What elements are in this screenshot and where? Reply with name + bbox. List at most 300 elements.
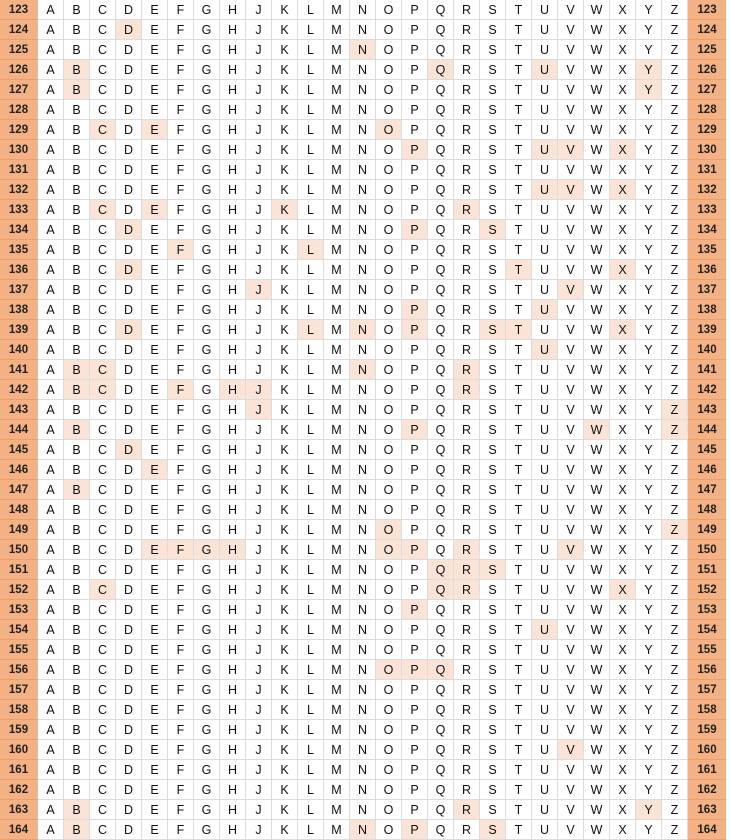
grid-cell[interactable]: W: [584, 580, 610, 600]
grid-cell[interactable]: X: [610, 500, 636, 520]
grid-cell[interactable]: W: [584, 820, 610, 840]
grid-cell[interactable]: R: [454, 60, 480, 80]
grid-cell[interactable]: L: [298, 280, 324, 300]
grid-cell[interactable]: J: [246, 480, 272, 500]
grid-cell[interactable]: F: [168, 100, 194, 120]
grid-cell[interactable]: K: [272, 240, 298, 260]
grid-cell[interactable]: R: [454, 140, 480, 160]
grid-cell[interactable]: H: [220, 700, 246, 720]
grid-cell[interactable]: G: [194, 760, 220, 780]
highlighted-cell[interactable]: N: [350, 360, 376, 380]
grid-cell[interactable]: Z: [662, 200, 688, 220]
grid-cell[interactable]: A: [38, 340, 64, 360]
grid-cell[interactable]: N: [350, 420, 376, 440]
grid-cell[interactable]: V: [558, 40, 584, 60]
grid-cell[interactable]: V: [558, 260, 584, 280]
grid-cell[interactable]: K: [272, 440, 298, 460]
grid-cell[interactable]: A: [38, 240, 64, 260]
grid-cell[interactable]: Y: [636, 420, 662, 440]
grid-cell[interactable]: U: [532, 260, 558, 280]
grid-cell[interactable]: F: [168, 720, 194, 740]
grid-cell[interactable]: L: [298, 820, 324, 840]
grid-cell[interactable]: W: [584, 480, 610, 500]
grid-cell[interactable]: T: [506, 220, 532, 240]
grid-cell[interactable]: O: [376, 400, 402, 420]
grid-cell[interactable]: Y: [636, 600, 662, 620]
grid-cell[interactable]: Z: [662, 0, 688, 20]
grid-cell[interactable]: R: [454, 500, 480, 520]
grid-cell[interactable]: C: [90, 460, 116, 480]
grid-cell[interactable]: B: [64, 560, 90, 580]
grid-cell[interactable]: F: [168, 80, 194, 100]
grid-cell[interactable]: S: [480, 20, 506, 40]
grid-cell[interactable]: P: [402, 280, 428, 300]
grid-cell[interactable]: T: [506, 100, 532, 120]
grid-cell[interactable]: R: [454, 100, 480, 120]
grid-cell[interactable]: L: [298, 100, 324, 120]
grid-cell[interactable]: N: [350, 600, 376, 620]
grid-cell[interactable]: E: [142, 680, 168, 700]
highlighted-cell[interactable]: U: [532, 60, 558, 80]
grid-cell[interactable]: O: [376, 140, 402, 160]
highlighted-cell[interactable]: J: [246, 280, 272, 300]
grid-cell[interactable]: H: [220, 140, 246, 160]
grid-cell[interactable]: F: [168, 460, 194, 480]
grid-cell[interactable]: H: [220, 40, 246, 60]
grid-cell[interactable]: H: [220, 420, 246, 440]
grid-cell[interactable]: K: [272, 20, 298, 40]
grid-cell[interactable]: X: [610, 280, 636, 300]
grid-cell[interactable]: X: [610, 200, 636, 220]
grid-cell[interactable]: X: [610, 120, 636, 140]
grid-cell[interactable]: X: [610, 100, 636, 120]
highlighted-cell[interactable]: U: [532, 340, 558, 360]
grid-cell[interactable]: P: [402, 180, 428, 200]
grid-cell[interactable]: T: [506, 820, 532, 840]
grid-cell[interactable]: Z: [662, 540, 688, 560]
grid-cell[interactable]: H: [220, 220, 246, 240]
highlighted-cell[interactable]: Y: [636, 60, 662, 80]
grid-cell[interactable]: S: [480, 100, 506, 120]
grid-cell[interactable]: V: [558, 520, 584, 540]
grid-cell[interactable]: J: [246, 340, 272, 360]
grid-cell[interactable]: W: [584, 180, 610, 200]
grid-cell[interactable]: X: [610, 700, 636, 720]
grid-cell[interactable]: D: [116, 680, 142, 700]
grid-cell[interactable]: F: [168, 160, 194, 180]
grid-cell[interactable]: U: [532, 460, 558, 480]
grid-cell[interactable]: R: [454, 760, 480, 780]
grid-cell[interactable]: Z: [662, 380, 688, 400]
grid-cell[interactable]: B: [64, 140, 90, 160]
grid-cell[interactable]: C: [90, 320, 116, 340]
grid-cell[interactable]: D: [116, 280, 142, 300]
grid-cell[interactable]: E: [142, 720, 168, 740]
grid-cell[interactable]: Z: [662, 220, 688, 240]
grid-cell[interactable]: S: [480, 420, 506, 440]
grid-cell[interactable]: X: [610, 460, 636, 480]
grid-cell[interactable]: G: [194, 820, 220, 840]
grid-cell[interactable]: Y: [636, 320, 662, 340]
grid-cell[interactable]: X: [610, 780, 636, 800]
grid-cell[interactable]: W: [584, 540, 610, 560]
grid-cell[interactable]: A: [38, 300, 64, 320]
grid-cell[interactable]: L: [298, 560, 324, 580]
grid-cell[interactable]: L: [298, 180, 324, 200]
grid-cell[interactable]: R: [454, 600, 480, 620]
grid-cell[interactable]: H: [220, 260, 246, 280]
grid-cell[interactable]: R: [454, 300, 480, 320]
grid-cell[interactable]: H: [220, 320, 246, 340]
grid-cell[interactable]: B: [64, 160, 90, 180]
grid-cell[interactable]: O: [376, 160, 402, 180]
grid-cell[interactable]: J: [246, 60, 272, 80]
grid-cell[interactable]: F: [168, 280, 194, 300]
grid-cell[interactable]: M: [324, 340, 350, 360]
grid-cell[interactable]: Z: [662, 280, 688, 300]
grid-cell[interactable]: Z: [662, 20, 688, 40]
grid-cell[interactable]: X: [610, 620, 636, 640]
grid-cell[interactable]: E: [142, 360, 168, 380]
highlighted-cell[interactable]: R: [454, 380, 480, 400]
grid-cell[interactable]: G: [194, 140, 220, 160]
grid-cell[interactable]: Y: [636, 640, 662, 660]
grid-cell[interactable]: W: [584, 100, 610, 120]
grid-cell[interactable]: F: [168, 800, 194, 820]
grid-cell[interactable]: M: [324, 80, 350, 100]
grid-cell[interactable]: F: [168, 40, 194, 60]
highlighted-cell[interactable]: P: [402, 600, 428, 620]
grid-cell[interactable]: A: [38, 500, 64, 520]
grid-cell[interactable]: L: [298, 760, 324, 780]
grid-cell[interactable]: E: [142, 760, 168, 780]
grid-cell[interactable]: Q: [428, 600, 454, 620]
grid-cell[interactable]: K: [272, 120, 298, 140]
grid-cell[interactable]: C: [90, 600, 116, 620]
grid-cell[interactable]: J: [246, 220, 272, 240]
grid-cell[interactable]: S: [480, 160, 506, 180]
grid-cell[interactable]: F: [168, 180, 194, 200]
grid-cell[interactable]: J: [246, 580, 272, 600]
grid-cell[interactable]: Y: [636, 780, 662, 800]
grid-cell[interactable]: C: [90, 240, 116, 260]
grid-cell[interactable]: E: [142, 220, 168, 240]
grid-cell[interactable]: A: [38, 60, 64, 80]
highlighted-cell[interactable]: Q: [428, 60, 454, 80]
grid-cell[interactable]: N: [350, 260, 376, 280]
grid-cell[interactable]: F: [168, 660, 194, 680]
grid-cell[interactable]: B: [64, 40, 90, 60]
grid-cell[interactable]: C: [90, 560, 116, 580]
grid-cell[interactable]: Z: [662, 580, 688, 600]
grid-cell[interactable]: V: [558, 660, 584, 680]
grid-cell[interactable]: L: [298, 660, 324, 680]
grid-cell[interactable]: P: [402, 480, 428, 500]
highlighted-cell[interactable]: H: [220, 540, 246, 560]
grid-cell[interactable]: C: [90, 300, 116, 320]
grid-cell[interactable]: U: [532, 640, 558, 660]
grid-cell[interactable]: M: [324, 760, 350, 780]
grid-cell[interactable]: H: [220, 200, 246, 220]
grid-cell[interactable]: S: [480, 800, 506, 820]
grid-cell[interactable]: N: [350, 780, 376, 800]
grid-cell[interactable]: X: [610, 420, 636, 440]
grid-cell[interactable]: O: [376, 800, 402, 820]
highlighted-cell[interactable]: H: [220, 380, 246, 400]
grid-cell[interactable]: X: [610, 800, 636, 820]
grid-cell[interactable]: Q: [428, 340, 454, 360]
grid-cell[interactable]: Z: [662, 700, 688, 720]
grid-cell[interactable]: T: [506, 360, 532, 380]
grid-cell[interactable]: G: [194, 500, 220, 520]
grid-cell[interactable]: L: [298, 120, 324, 140]
grid-cell[interactable]: D: [116, 40, 142, 60]
grid-cell[interactable]: P: [402, 800, 428, 820]
grid-cell[interactable]: A: [38, 520, 64, 540]
grid-cell[interactable]: K: [272, 660, 298, 680]
grid-cell[interactable]: O: [376, 300, 402, 320]
grid-cell[interactable]: Q: [428, 640, 454, 660]
grid-cell[interactable]: T: [506, 660, 532, 680]
grid-cell[interactable]: O: [376, 360, 402, 380]
grid-cell[interactable]: M: [324, 120, 350, 140]
grid-cell[interactable]: P: [402, 620, 428, 640]
grid-cell[interactable]: M: [324, 480, 350, 500]
grid-cell[interactable]: M: [324, 300, 350, 320]
grid-cell[interactable]: R: [454, 420, 480, 440]
grid-cell[interactable]: J: [246, 680, 272, 700]
grid-cell[interactable]: P: [402, 580, 428, 600]
grid-cell[interactable]: X: [610, 680, 636, 700]
grid-cell[interactable]: M: [324, 500, 350, 520]
grid-cell[interactable]: Q: [428, 180, 454, 200]
grid-cell[interactable]: L: [298, 620, 324, 640]
grid-cell[interactable]: R: [454, 220, 480, 240]
grid-cell[interactable]: G: [194, 400, 220, 420]
grid-cell[interactable]: P: [402, 40, 428, 60]
grid-cell[interactable]: A: [38, 140, 64, 160]
grid-cell[interactable]: U: [532, 580, 558, 600]
grid-cell[interactable]: L: [298, 520, 324, 540]
grid-cell[interactable]: D: [116, 420, 142, 440]
highlighted-cell[interactable]: B: [64, 80, 90, 100]
grid-cell[interactable]: O: [376, 440, 402, 460]
grid-cell[interactable]: U: [532, 200, 558, 220]
grid-cell[interactable]: V: [558, 620, 584, 640]
grid-cell[interactable]: O: [376, 480, 402, 500]
grid-cell[interactable]: J: [246, 640, 272, 660]
grid-cell[interactable]: B: [64, 180, 90, 200]
grid-cell[interactable]: G: [194, 660, 220, 680]
grid-cell[interactable]: N: [350, 60, 376, 80]
grid-cell[interactable]: D: [116, 540, 142, 560]
grid-cell[interactable]: B: [64, 280, 90, 300]
grid-cell[interactable]: C: [90, 100, 116, 120]
grid-cell[interactable]: K: [272, 520, 298, 540]
grid-cell[interactable]: V: [558, 240, 584, 260]
grid-cell[interactable]: C: [90, 420, 116, 440]
grid-cell[interactable]: B: [64, 500, 90, 520]
grid-cell[interactable]: Y: [636, 540, 662, 560]
highlighted-cell[interactable]: V: [558, 280, 584, 300]
grid-cell[interactable]: B: [64, 640, 90, 660]
grid-cell[interactable]: M: [324, 40, 350, 60]
grid-cell[interactable]: K: [272, 80, 298, 100]
grid-cell[interactable]: Q: [428, 0, 454, 20]
grid-cell[interactable]: G: [194, 420, 220, 440]
grid-cell[interactable]: H: [220, 460, 246, 480]
highlighted-cell[interactable]: O: [376, 660, 402, 680]
grid-cell[interactable]: T: [506, 720, 532, 740]
grid-cell[interactable]: P: [402, 400, 428, 420]
grid-cell[interactable]: X: [610, 160, 636, 180]
highlighted-cell[interactable]: B: [64, 420, 90, 440]
grid-cell[interactable]: H: [220, 120, 246, 140]
grid-cell[interactable]: A: [38, 660, 64, 680]
grid-cell[interactable]: Y: [636, 40, 662, 60]
grid-cell[interactable]: N: [350, 180, 376, 200]
grid-cell[interactable]: M: [324, 200, 350, 220]
grid-cell[interactable]: O: [376, 280, 402, 300]
highlighted-cell[interactable]: Z: [662, 520, 688, 540]
grid-cell[interactable]: V: [558, 780, 584, 800]
grid-cell[interactable]: A: [38, 460, 64, 480]
grid-cell[interactable]: J: [246, 420, 272, 440]
highlighted-cell[interactable]: D: [116, 220, 142, 240]
grid-cell[interactable]: K: [272, 140, 298, 160]
grid-cell[interactable]: F: [168, 420, 194, 440]
grid-cell[interactable]: Y: [636, 200, 662, 220]
highlighted-cell[interactable]: V: [558, 180, 584, 200]
grid-cell[interactable]: S: [480, 300, 506, 320]
grid-cell[interactable]: J: [246, 700, 272, 720]
grid-cell[interactable]: T: [506, 160, 532, 180]
grid-cell[interactable]: R: [454, 620, 480, 640]
grid-cell[interactable]: U: [532, 700, 558, 720]
grid-cell[interactable]: L: [298, 680, 324, 700]
grid-cell[interactable]: D: [116, 720, 142, 740]
grid-cell[interactable]: K: [272, 400, 298, 420]
grid-cell[interactable]: N: [350, 560, 376, 580]
grid-cell[interactable]: C: [90, 400, 116, 420]
grid-cell[interactable]: T: [506, 480, 532, 500]
grid-cell[interactable]: N: [350, 700, 376, 720]
grid-cell[interactable]: S: [480, 660, 506, 680]
grid-cell[interactable]: Q: [428, 260, 454, 280]
grid-cell[interactable]: Z: [662, 80, 688, 100]
grid-cell[interactable]: Y: [636, 160, 662, 180]
grid-cell[interactable]: J: [246, 520, 272, 540]
grid-cell[interactable]: P: [402, 240, 428, 260]
grid-cell[interactable]: K: [272, 420, 298, 440]
grid-cell[interactable]: H: [220, 560, 246, 580]
grid-cell[interactable]: P: [402, 680, 428, 700]
highlighted-cell[interactable]: D: [116, 20, 142, 40]
grid-cell[interactable]: E: [142, 520, 168, 540]
grid-cell[interactable]: M: [324, 0, 350, 20]
highlighted-cell[interactable]: X: [610, 180, 636, 200]
grid-cell[interactable]: W: [584, 320, 610, 340]
highlighted-cell[interactable]: N: [350, 320, 376, 340]
grid-cell[interactable]: Y: [636, 400, 662, 420]
grid-cell[interactable]: H: [220, 440, 246, 460]
grid-cell[interactable]: Z: [662, 340, 688, 360]
grid-cell[interactable]: W: [584, 0, 610, 20]
grid-cell[interactable]: C: [90, 620, 116, 640]
highlighted-cell[interactable]: P: [402, 660, 428, 680]
grid-cell[interactable]: N: [350, 200, 376, 220]
grid-cell[interactable]: A: [38, 560, 64, 580]
grid-cell[interactable]: M: [324, 20, 350, 40]
grid-cell[interactable]: D: [116, 160, 142, 180]
grid-cell[interactable]: G: [194, 700, 220, 720]
grid-cell[interactable]: G: [194, 680, 220, 700]
grid-cell[interactable]: V: [558, 720, 584, 740]
grid-cell[interactable]: R: [454, 460, 480, 480]
grid-cell[interactable]: U: [532, 240, 558, 260]
grid-cell[interactable]: J: [246, 820, 272, 840]
grid-cell[interactable]: D: [116, 300, 142, 320]
grid-cell[interactable]: G: [194, 640, 220, 660]
grid-cell[interactable]: T: [506, 600, 532, 620]
grid-cell[interactable]: Q: [428, 300, 454, 320]
grid-cell[interactable]: X: [610, 760, 636, 780]
grid-cell[interactable]: F: [168, 680, 194, 700]
grid-cell[interactable]: K: [272, 380, 298, 400]
grid-cell[interactable]: V: [558, 460, 584, 480]
grid-cell[interactable]: K: [272, 700, 298, 720]
grid-cell[interactable]: G: [194, 0, 220, 20]
grid-cell[interactable]: H: [220, 400, 246, 420]
grid-cell[interactable]: E: [142, 440, 168, 460]
grid-cell[interactable]: G: [194, 460, 220, 480]
grid-cell[interactable]: J: [246, 760, 272, 780]
grid-cell[interactable]: D: [116, 580, 142, 600]
grid-cell[interactable]: A: [38, 0, 64, 20]
grid-cell[interactable]: U: [532, 420, 558, 440]
grid-cell[interactable]: H: [220, 180, 246, 200]
grid-cell[interactable]: C: [90, 540, 116, 560]
grid-cell[interactable]: O: [376, 680, 402, 700]
grid-cell[interactable]: V: [558, 60, 584, 80]
grid-cell[interactable]: O: [376, 620, 402, 640]
grid-cell[interactable]: M: [324, 240, 350, 260]
grid-cell[interactable]: V: [558, 600, 584, 620]
grid-cell[interactable]: X: [610, 400, 636, 420]
grid-cell[interactable]: M: [324, 60, 350, 80]
grid-cell[interactable]: Q: [428, 700, 454, 720]
grid-cell[interactable]: A: [38, 540, 64, 560]
grid-cell[interactable]: N: [350, 160, 376, 180]
grid-cell[interactable]: T: [506, 20, 532, 40]
grid-cell[interactable]: A: [38, 360, 64, 380]
grid-cell[interactable]: H: [220, 480, 246, 500]
grid-cell[interactable]: T: [506, 40, 532, 60]
grid-cell[interactable]: K: [272, 280, 298, 300]
grid-cell[interactable]: F: [168, 140, 194, 160]
grid-cell[interactable]: O: [376, 0, 402, 20]
grid-cell[interactable]: S: [480, 60, 506, 80]
grid-cell[interactable]: T: [506, 280, 532, 300]
grid-cell[interactable]: W: [584, 120, 610, 140]
grid-cell[interactable]: B: [64, 200, 90, 220]
grid-cell[interactable]: D: [116, 360, 142, 380]
grid-cell[interactable]: J: [246, 560, 272, 580]
grid-cell[interactable]: W: [584, 340, 610, 360]
grid-cell[interactable]: Z: [662, 360, 688, 380]
highlighted-cell[interactable]: J: [246, 400, 272, 420]
grid-cell[interactable]: J: [246, 440, 272, 460]
